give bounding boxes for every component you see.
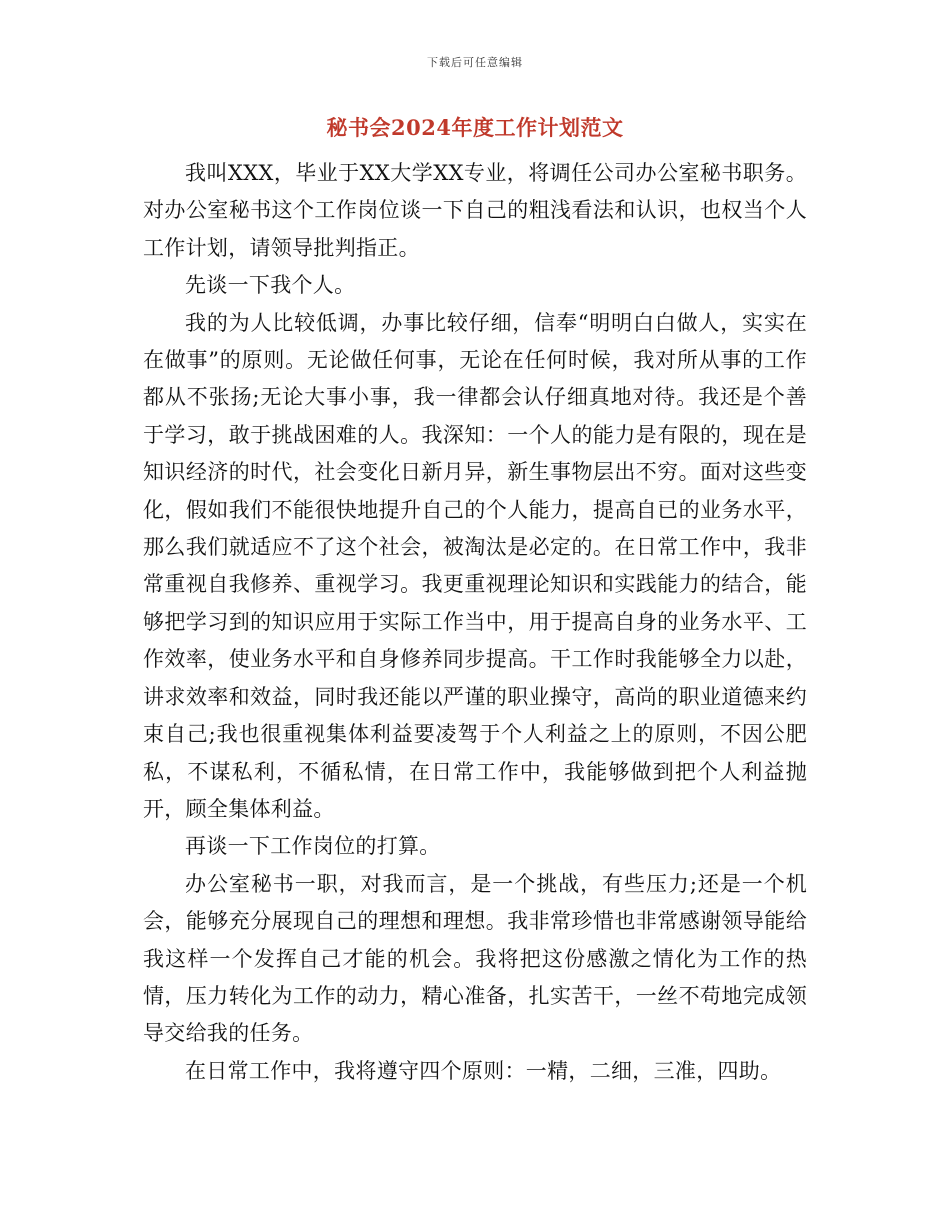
paragraph-plan: 办公室秘书一职，对我而言，是一个挑战，有些压力;还是一个机会，能够充分展现自己的理想和理想。我非常珍惜也非常感谢领导能给我这样一个发挥自己才能的机会。我将把这份感激之情化为工作的热情，压力转化为工作的动力，精心准备，扎实苦干，一丝不苟地完成领导交给我的任务。: [143, 871, 807, 1046]
paragraph-personal-heading: 先谈一下我个人。: [185, 273, 356, 298]
paragraph-intro: 我叫XXX，毕业于XX大学XX专业，将调任公司办公室秘书职务。对办公室秘书这个工作岗位谈一下自己的粗浅看法和认识，也权当个人工作计划，请领导批判指正。: [143, 161, 807, 260]
paragraph-principles: 在日常工作中，我将遵守四个原则：一精，二细，三准，四助。: [185, 1058, 782, 1083]
paragraph-personal: 我的为人比较低调，办事比较仔细，信奉“明明白白做人，实实在在做事”的原则。无论做任何事，无论在任何时候，我对所从事的工作都从不张扬;无论大事小事，我一律都会认仔细真地对待。我还是个善于学习，敢于挑战困难的人。我深知：一个人的能力是有限的，现在是知识经济的时代，社会变化日新月异，新生事物层出不穷。面对这些变化，假如我们不能很快地提升自己的个人能力，提高自已的业务水平，那么我们就适应不了这个社会，被淘汰是必定的。在日常工作中，我非常重视自我修养、重视学习。我更重视理论知识和实践能力的结合，能够把学习到的知识应用于实际工作当中，用于提高自身的业务水平、工作效率，使业务水平和自身修养同步提高。干工作时我能够全力以赴，讲求效率和效益，同时我还能以严谨的职业操守，高尚的职业道德来约束自己;我也很重视集体利益要凌驾于个人利益之上的原则，不因公肥私，不谋私利，不循私情，在日常工作中，我能够做到把个人利益抛开，顾全集体利益。: [143, 310, 807, 821]
document-title: 秘书会2024年度工作计划范文: [326, 115, 624, 140]
document-body: [143, 155, 807, 1090]
paragraph-plan-heading: 再谈一下工作岗位的打算。: [185, 834, 441, 859]
header-note: 下载后可任意编辑: [427, 56, 523, 69]
